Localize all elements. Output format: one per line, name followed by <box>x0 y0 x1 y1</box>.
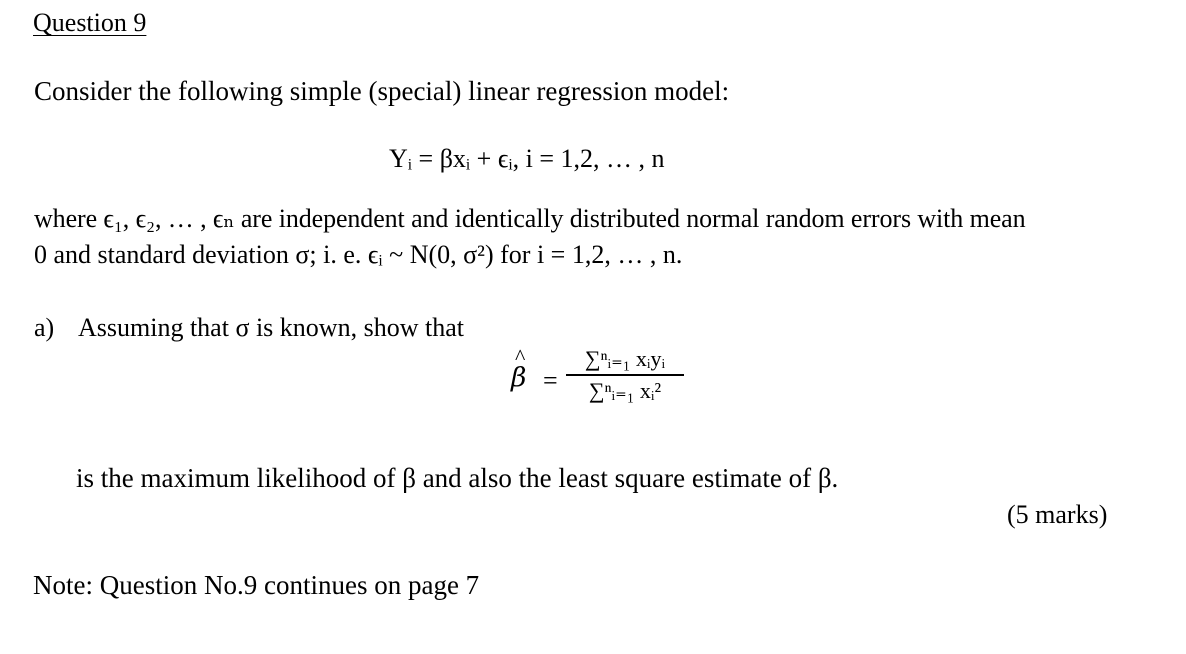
equals-sign: = <box>543 366 558 395</box>
part-a-conclusion: is the maximum likelihood of β and also the least square estimate of β. <box>76 463 839 493</box>
fraction-denominator: ∑ⁿᵢ₌₁ xᵢ² <box>588 377 662 403</box>
model-equation: Yᵢ = βxᵢ + ϵᵢ, i = 1,2, … , n <box>389 144 665 173</box>
estimator-fraction <box>566 346 684 404</box>
part-a-label: a) <box>34 313 55 342</box>
part-a-text: Assuming that σ is known, show that <box>78 313 464 342</box>
continuation-note: Note: Question No.9 continues on page 7 <box>33 570 480 600</box>
beta-symbol: β <box>511 362 527 393</box>
part-a-prompt <box>34 313 464 343</box>
fraction-numerator: ∑ⁿᵢ₌₁ xᵢyᵢ <box>584 346 666 371</box>
question-title: Question 9 <box>33 8 147 37</box>
intro-text: Consider the following simple (special) linear regression model: <box>34 76 730 106</box>
hat-accent: ^ <box>515 344 526 369</box>
errors-description-line-1: where ϵ₁, ϵ₂, … , ϵₙ are independent and identically distributed normal random errors with mean <box>34 204 1026 233</box>
fraction-bar <box>566 374 684 376</box>
marks-label: (5 marks) <box>1007 500 1108 529</box>
errors-description-line-2: 0 and standard deviation σ; i. e. ϵᵢ ~ N(0, σ²) for i = 1,2, … , n. <box>34 240 683 269</box>
estimator-symbol <box>511 344 527 394</box>
